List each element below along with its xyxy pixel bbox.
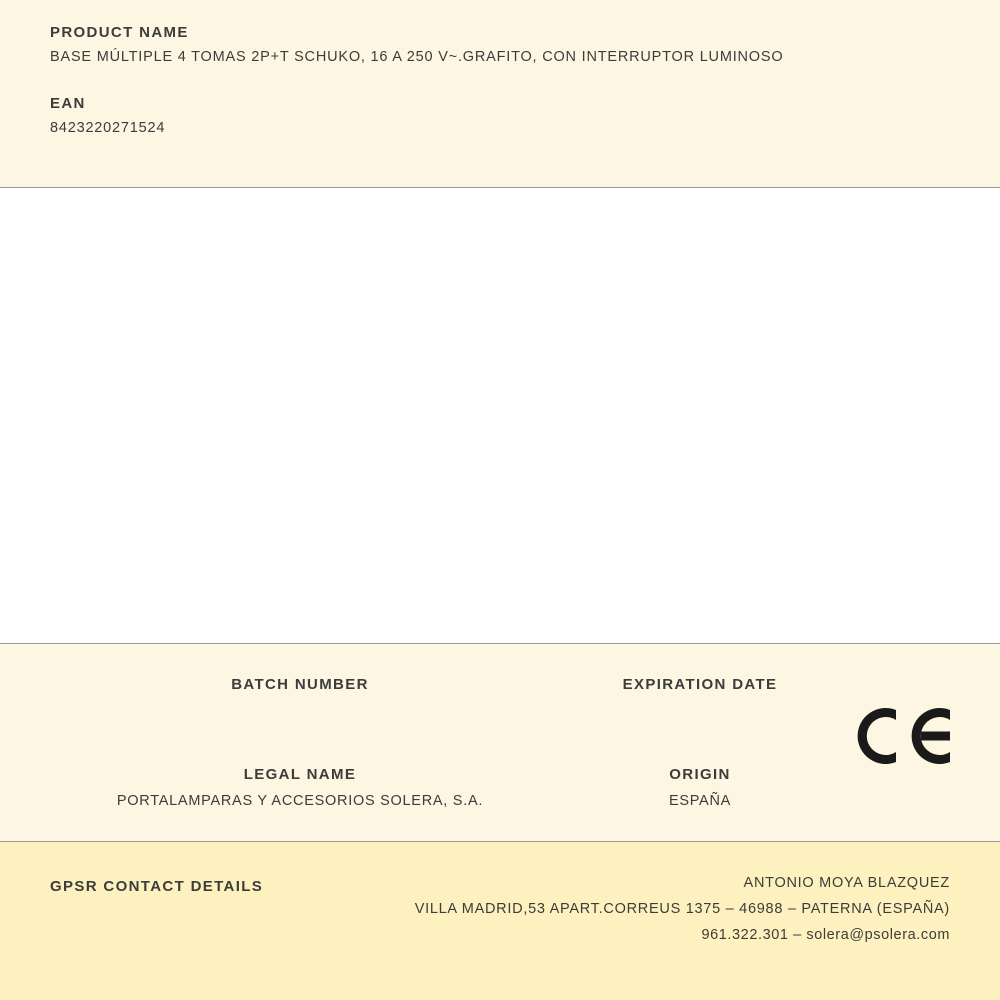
image-area <box>0 188 1000 644</box>
origin-label: ORIGIN <box>669 766 731 783</box>
ce-marking-icon <box>854 704 950 768</box>
origin-value: ESPAÑA <box>668 793 732 809</box>
expiration-date-column <box>400 676 1000 703</box>
gpsr-contact-details <box>415 875 950 953</box>
ean-value: 8423220271524 <box>50 120 166 136</box>
gpsr-contact-label: GPSR CONTACT DETAILS <box>50 878 264 895</box>
regulatory-info-block <box>0 644 1000 842</box>
expiration-date-label: EXPIRATION DATE <box>622 676 778 693</box>
product-info-block <box>0 0 1000 188</box>
contact-name: ANTONIO MOYA BLAZQUEZ <box>743 875 950 891</box>
contact-phone-email: 961.322.301 – solera@psolera.com <box>701 927 950 943</box>
ean-label: EAN <box>50 95 86 112</box>
product-name-label: PRODUCT NAME <box>50 24 189 41</box>
origin-column <box>400 766 1000 809</box>
legal-name-value: PORTALAMPARAS Y ACCESORIOS SOLERA, S.A. <box>116 793 484 809</box>
gpsr-footer <box>0 842 1000 1000</box>
legal-name-label: LEGAL NAME <box>243 766 357 783</box>
batch-number-label: BATCH NUMBER <box>231 676 369 693</box>
contact-address: VILLA MADRID,53 APART.CORREUS 1375 – 46988 – PATERNA (ESPAÑA) <box>414 901 950 917</box>
product-name-value: BASE MÚLTIPLE 4 TOMAS 2P+T SCHUKO, 16 A 250 V~.GRAFITO, CON INTERRUPTOR LUMINOSO <box>50 49 784 65</box>
